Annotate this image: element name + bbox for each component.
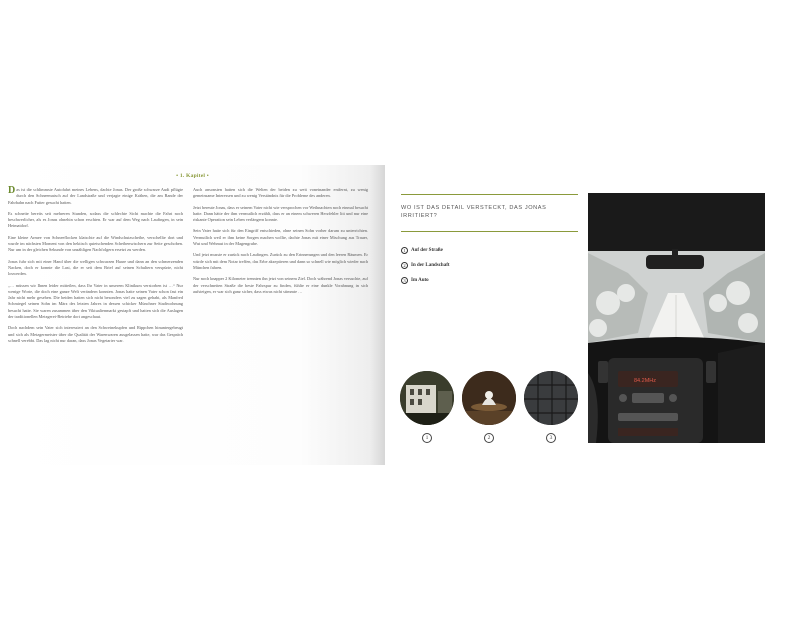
option-car[interactable] (401, 273, 581, 288)
text-column-2 (193, 187, 368, 300)
thumbnail-3[interactable] (524, 371, 578, 425)
paragraph: Nur noch knapper 2 Kilometer trennten ihn jetzt von seinem Ziel. Doch während Jonas versuchte, auf der verschneiten Straße die beste Fahrspur zu finden, fühlte er eine dunkle Vorahnung in sich aufsteigen, er war sich ganz sicher, dass etwas nicht stimmte … (193, 276, 368, 294)
option-label: Auf der Straße (411, 248, 443, 253)
car-interior-photo (588, 193, 765, 443)
thumbnail-1[interactable] (400, 371, 454, 425)
radio-display-text: 84.2MHz (634, 378, 657, 384)
thumbnail-2[interactable] (462, 371, 516, 425)
thumbnail-number: 2 (484, 433, 494, 443)
right-page (387, 165, 785, 465)
option-number: 3 (401, 277, 408, 284)
drop-cap: D (8, 185, 16, 196)
chapter-heading: • 1. Kapitel • (176, 173, 209, 179)
tiles-thumbnail-image (524, 371, 578, 425)
paragraph: Eine kleine Armee von Schneeflocken klatschte auf die Windschutzscheibe, verschellte dort und wurde im nächsten Moment von den hektisch quietschenden Scheibenwischern zur Seite geschoben. Nur um in der gleichen Sekunde von unzähligen Nachfolgern ersetzt zu werden. (8, 234, 183, 253)
thumbnail-number: 3 (546, 433, 556, 443)
figurine-thumbnail-image (462, 371, 516, 425)
paragraph: Das ist die schlimmste Autofahrt meines Lebens, dachte Jonas. Der große schwarze Audi pflügte durch den Schneematsch auf der Landstraße und verjagte einige Krähen, die am Rande der Fahrbahn nach Futter gesucht hatten. (8, 185, 183, 205)
quiz-question: WO IST DAS DETAIL VERSTECKT, DAS JONAS IRRITIERT? (401, 205, 547, 219)
paragraph: Sein Vater hatte sich für den Eingriff entschieden, ohne seinen Sohn vorher darum zu unterrichten. Vermutlich weil er ihm keine Sorgen machen wollte, dachte Jonas mit einer Mischung aus Trauer, Wut und Wehmut in der Magengrube. (193, 228, 368, 247)
paragraph: Und jetzt musste er zurück nach Laufingen. Zurück zu den Erinnerungen und den leeren Räumen. Er würde sich mit dem Notar treffen, das Erbe akzeptieren und dann so schnell wie möglich wieder nach München fahren. (193, 252, 368, 270)
buildings-thumbnail-image (400, 371, 454, 425)
paragraph: Jetzt bereute Jonas, dass er seinem Vater nicht wie versprochen vor Weihnachten noch einmal besucht hatte. Dann hätte der ihm vermutlich erzählt, dass er an einem schweren Herzfehler litt und nur eine riskante Operation sein Leben verlängern konnte. (193, 204, 369, 223)
divider (401, 231, 578, 232)
snowy-road-illustration (588, 193, 765, 443)
option-number: 2 (401, 262, 408, 269)
text-column-1 (8, 187, 183, 349)
thumbnail-number: 1 (422, 433, 432, 443)
paragraph: Es schneite bereits seit mehreren Stunden, sodass die schlechte Sicht machte die Fahrt noch beschwerlicher, als es Jonas ohnehin schon erschien. Er war auf dem Weg nach Laufingen, in sein Heimatdorf. (8, 210, 183, 229)
paragraph: Doch nachdem sein Vater sich interessiert an den Schweinekupfen und Rippchen hinuntergebeugt und sich als Metzgermeister über die Qualität der Warenwaren ausgelassen hatte, war das Gespräch schnell verebbt. Das lag nicht nur daran, dass Jonas Vegetarier war. (8, 325, 183, 343)
left-page (0, 165, 385, 465)
divider (401, 194, 578, 195)
paragraph: „… müssen wir Ihnen leider mitteilen, dass Ihr Vater in unserem Klinikum verstorben ist …“ Nur wenige Worte, die doch eine ganze Welt verändern konnten. Jonas hatte seinen Vater schon fast ein Jahr nicht mehr gesehen. Die beiden hatten sich nicht besonders viel zu sagen gehabt, als Manfred Schmiegel seinen Sohn im März des letzten Jahres in dessen schicker Münchner Stadtwohnung besucht hatte. Sie waren zusammen über den Viktualienmarkt gestapft und hatten sich die Auslagen der traditionellen Metzgerei-Betriebe dort angeschaut. (8, 282, 183, 320)
option-label: Im Auto (411, 278, 429, 283)
paragraph: Jonas fuhr sich mit einer Hand über die welligen schwarzen Haare und dann an den schmerzenden Nacken, doch er konnte die Last, die er seit dem Brief auf seinen Schultern verspürte, nicht loswerden. (8, 258, 183, 277)
option-number: 1 (401, 247, 408, 254)
option-road[interactable] (401, 243, 581, 258)
paragraph: Auch ansonsten hatten sich die Welten der beiden zu weit voneinander entfernt, zu wenig gemeinsame Interessen und zu wenig Verständnis für die Probleme des anderen. (193, 187, 368, 199)
option-label: In der Landschaft (411, 263, 450, 268)
option-landscape[interactable] (401, 258, 581, 273)
answer-options (401, 243, 581, 288)
